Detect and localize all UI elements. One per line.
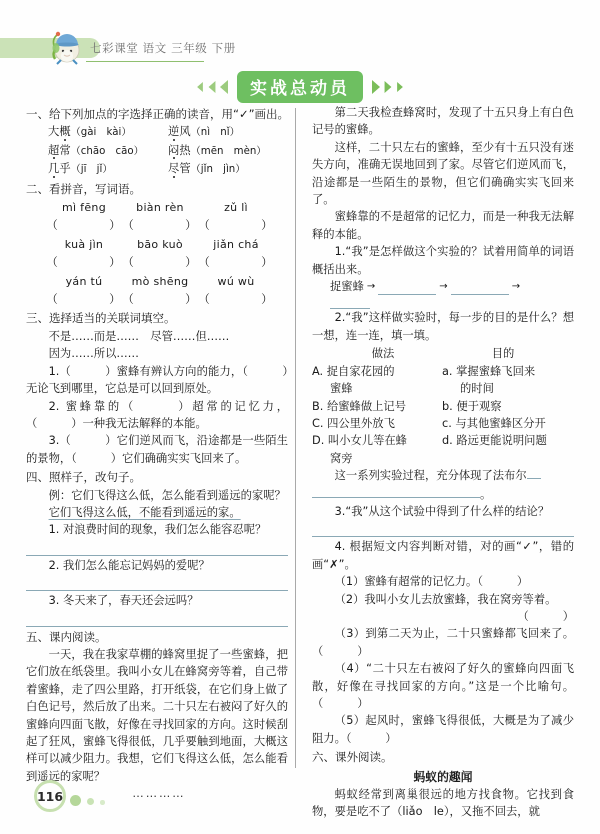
pinyin-choice: （chāo cāo）	[70, 145, 144, 157]
exercise-3-question-1[interactable]: 1.（ ）蜜蜂有辨认方向的能力，（ ）无论飞到哪里，它总是可以回到原处。	[26, 364, 288, 396]
pinyin-row-3	[26, 273, 288, 290]
fill-blank-end[interactable]	[312, 485, 480, 498]
fill-in-sentence	[312, 467, 574, 484]
passage-paragraph-1: 第二天我检查蜂窝时，发现了十五只身上有白色记号的蜜蜂。	[312, 106, 574, 137]
pinyin-choice: （jǐn jìn）	[190, 164, 246, 176]
judgement-item-5[interactable]: （5）起风时，蜜蜂飞得很低，大概是为了减少阻力。（ ）	[312, 714, 574, 745]
judgement-item-2: （2）我叫小女儿去放蜜蜂，我在窝旁等着。	[334, 592, 557, 606]
breadcrumb: 七彩课堂 语文 三年级 下册	[90, 41, 236, 55]
exercise-1-item-2[interactable]: 逆风（nì nǐ）	[168, 125, 240, 139]
answer-chain[interactable]	[312, 278, 574, 295]
match-left-label: D.	[312, 434, 325, 448]
pinyin-label: bāo kuò	[137, 237, 183, 251]
exercise-4-question-3: 3. 冬天来了，春天还会远吗？	[48, 594, 199, 608]
exercise-4-question-2: 2. 我们怎么能忘记妈妈的爱呢？	[48, 558, 210, 572]
left-column	[26, 104, 288, 803]
match-right-label: b.	[442, 399, 453, 413]
match-row[interactable]	[312, 415, 574, 432]
exercise-5-heading: 五、课内阅读。	[26, 629, 107, 644]
passage-paragraph-2: 这样，二十只左右的蜜蜂，至少有十五只没有迷失方向，准确无误地回到了家。尽管它们逆风而飞，沿途都是一些陌生的景物，但它们确确实实飞回来了。	[312, 140, 574, 207]
extra-reading-passage: 蚂蚁经常到离巢很远的地方找食物。它找到食物，要是吃不了（liǎo le），又拖不回去，就	[312, 788, 574, 819]
banner-title: 实战总动员	[250, 79, 350, 99]
pinyin-label: jiǎn chá	[213, 237, 259, 251]
exercise-1-row-2	[26, 142, 288, 160]
answer-blank-row-3	[26, 291, 288, 308]
answer-blank[interactable]: （ ）	[122, 218, 198, 233]
exercise-1-heading: 一、给下列加点的字选择正确的读音，用“✓”画出。	[26, 107, 290, 121]
right-arrow-icon-2	[385, 81, 392, 93]
page-dot-2	[87, 798, 94, 805]
answer-blank[interactable]: （ ）	[46, 292, 122, 307]
match-left-text-line2: 蜜蜂	[330, 382, 353, 396]
exercise-1-item-5[interactable]: 几乎（jī jǐ）	[48, 162, 113, 176]
exercise-5-passage: 一天，我在我家草棚的蜂窝里捉了一些蜜蜂，把它们放在纸袋里。我叫小女儿在蜂窝旁等着，自己带着蜜蜂，走了四公里路，打开纸袋，在它们身上做了白色记号，然后放了出来。二十只左右被闷了好久的蜜蜂向四面飞散，好像在寻找回家的方向。这时候刮起了狂风，蜜蜂飞得很低，几乎要触到地面，大概这样可以减少阻力。我想，它们飞得这么低，怎么能看到遥远的家呢？	[26, 647, 288, 783]
answer-blank[interactable]: （ ）	[46, 218, 122, 233]
pinyin-label: wú wù	[217, 274, 255, 288]
fill-period: 。	[480, 487, 492, 501]
fill-blank-start[interactable]	[527, 478, 541, 479]
pinyin-label: zǔ lì	[224, 201, 248, 215]
match-row[interactable]	[312, 398, 574, 415]
match-left-text-line2: 窝旁	[330, 451, 353, 465]
answer-line[interactable]	[26, 612, 288, 627]
pinyin-label: yán tú	[65, 274, 103, 288]
judgement-item-3[interactable]: （3）到第二天为止，二十只蜜蜂都飞回来了。（ ）	[312, 627, 574, 658]
exercise-4-question-1: 1. 对浪费时间的现象，我们怎么能容忍呢？	[48, 523, 267, 537]
answer-blank[interactable]: （ ）	[122, 255, 198, 270]
exercise-3-question-2[interactable]: 2. 蜜蜂靠的（ ）超常的记忆力，（ ）一种我无法解释的本能。	[26, 399, 288, 430]
answer-blank[interactable]: （ ）	[198, 218, 274, 233]
page-dot-1	[70, 795, 81, 806]
page-number-ring	[34, 780, 66, 812]
right-column	[312, 104, 574, 821]
match-columns-header	[312, 345, 574, 362]
pinyin-choice: （gài kài）	[70, 127, 132, 139]
pinyin-row-2	[26, 236, 288, 253]
exercise-4-heading: 四、照样子，改句子。	[26, 470, 141, 485]
judgement-item-2-blank[interactable]: （ ）	[517, 609, 574, 623]
left-arrow-icon-1	[197, 82, 203, 92]
exercise-1-item-1[interactable]: 大概（gài kài）	[48, 125, 132, 139]
match-right-label: d.	[442, 434, 453, 448]
header-underline	[86, 61, 204, 62]
fill-sentence-text: 这一系列实验过程，充分体现了法布尔	[334, 469, 527, 483]
right-arrow-icon-1	[372, 80, 380, 94]
judgement-item-4[interactable]: （4）“二十只左右被闷了好久的蜜蜂向四面飞散，好像在寻找回家的方向。”这是一个比喻句。（ ）	[312, 662, 574, 710]
match-right-label: c.	[442, 416, 452, 430]
chain-blank-2[interactable]	[451, 281, 509, 295]
match-left-text: 叫小女儿等在蜂	[327, 434, 407, 448]
match-header-right: 目的	[491, 347, 515, 361]
exercise-2-heading: 二、看拼音，写词语。	[26, 181, 141, 196]
match-right-text: 路远更能说明问题	[456, 434, 547, 448]
exercise-6-heading: 六、课外阅读。	[312, 750, 393, 765]
reading-question-4: 4. 根据短文内容判断对错，对的画“✓”，错的画“✗”。	[312, 540, 574, 571]
passage-continuation-dots: …………	[132, 787, 186, 801]
pinyin-label: mì fēng	[62, 201, 106, 215]
pinyin-label: kuà jìn	[64, 237, 104, 251]
match-right-text-line2	[442, 450, 574, 467]
chain-blank-1[interactable]	[378, 281, 436, 295]
pinyin-label: biàn rèn	[136, 201, 184, 215]
page-dot-3	[100, 800, 105, 805]
answer-line[interactable]	[26, 541, 288, 556]
left-arrow-icon-3	[220, 80, 228, 94]
match-left-label: B.	[312, 399, 324, 413]
reading-question-1: 1.“我”是怎样做这个实验的？试着用简单的词语概括出来。	[312, 245, 574, 276]
exercise-1-row-1	[26, 123, 288, 141]
match-row[interactable]	[312, 432, 574, 449]
arrow-icon: →	[439, 281, 448, 293]
answer-blank[interactable]: （ ）	[46, 255, 122, 270]
answer-blank-row-1	[26, 217, 288, 234]
match-left-label: C.	[312, 416, 324, 430]
answer-blank-row-2	[26, 254, 288, 271]
match-right-text: 掌握蜜蜂飞回来	[456, 364, 536, 378]
reading-question-2: 2.“我”这样做实验时，每一步的目的是什么？想一想，连一连，填一填。	[312, 311, 574, 342]
passage-paragraph-3: 蜜蜂靠的不是超常的记忆力，而是一种我无法解释的本能。	[312, 210, 574, 241]
pinyin-choice: （jī jǐ）	[70, 164, 113, 176]
page-header	[0, 32, 560, 66]
left-arrow-icon-2	[209, 81, 216, 93]
chain-start-label: 捉蜜蜂	[330, 280, 364, 294]
extra-reading-title: 蚂蚁的趣闻	[413, 769, 473, 784]
exercise-3-options-line-1: 不是……而是…… 尽管……但……	[48, 329, 230, 343]
exercise-3-options-line-2: 因为……所以……	[48, 347, 139, 361]
answer-line[interactable]	[26, 576, 288, 591]
right-arrow-icon-3	[397, 82, 403, 92]
match-header-left: 做法	[371, 347, 395, 361]
page-number-group	[34, 780, 144, 814]
reading-question-3: 3.“我”从这个试验中得到了什么样的结论？	[334, 504, 550, 518]
section-banner	[0, 71, 600, 103]
exercise-4-example-answer: 它们飞得这么低，不能看到遥远的家。	[48, 505, 241, 519]
pinyin-choice: （nì nǐ）	[190, 127, 240, 139]
arrow-icon: →	[366, 281, 376, 293]
pinyin-choice: （mēn mèn）	[190, 145, 267, 157]
column-divider	[295, 108, 296, 768]
chain-blank-3[interactable]	[330, 295, 370, 309]
answer-blank[interactable]: （ ）	[198, 292, 274, 307]
pinyin-label: mò shēng	[131, 274, 189, 288]
match-row-wrap	[312, 380, 574, 397]
pinyin-row-1	[26, 199, 288, 216]
page-number: 116	[36, 788, 64, 804]
match-left-text: 四公里外放飞	[327, 416, 395, 430]
student-mascot-icon	[47, 26, 87, 66]
answer-chain-continued[interactable]	[312, 295, 574, 309]
match-left-text: 捉自家花园的	[326, 364, 395, 378]
match-right-label: a.	[442, 364, 453, 378]
exercise-3-heading: 三、选择适当的关联词填空。	[26, 311, 176, 326]
answer-line[interactable]	[312, 522, 574, 537]
exercise-1-row-3	[26, 160, 288, 178]
arrow-icon: →	[511, 281, 521, 293]
match-left-text: 给蜜蜂做上记号	[326, 399, 407, 413]
exercise-4-example-question: 例：它们飞得这么低，怎么能看到遥远的家呢？	[48, 488, 286, 502]
match-row[interactable]	[312, 363, 574, 380]
exercise-1-item-4[interactable]: 闷热（mēn mèn）	[168, 143, 267, 157]
exercise-3-question-3[interactable]: 3.（ ）它们逆风而飞，沿途都是一些陌生的景物，（ ）它们确确实实飞回来了。	[26, 434, 288, 465]
answer-blank[interactable]: （ ）	[122, 292, 198, 307]
match-left-label: A.	[312, 364, 324, 378]
match-right-text-line2: 的时间	[460, 382, 494, 396]
exercise-1-item-3[interactable]: 超常（chāo cāo）	[48, 143, 144, 157]
exercise-1-item-6[interactable]: 尽管（jǐn jìn）	[168, 162, 246, 176]
match-right-text: 便于观察	[456, 399, 502, 413]
match-row-wrap	[312, 450, 574, 467]
banner-title-box	[237, 71, 363, 103]
answer-blank[interactable]: （ ）	[198, 255, 274, 270]
fill-in-line-2	[312, 485, 574, 503]
judgement-item-1[interactable]: （1）蜜蜂有超常的记忆力。（ ）	[334, 575, 529, 589]
match-right-text: 与其他蜜蜂区分开	[455, 416, 546, 430]
